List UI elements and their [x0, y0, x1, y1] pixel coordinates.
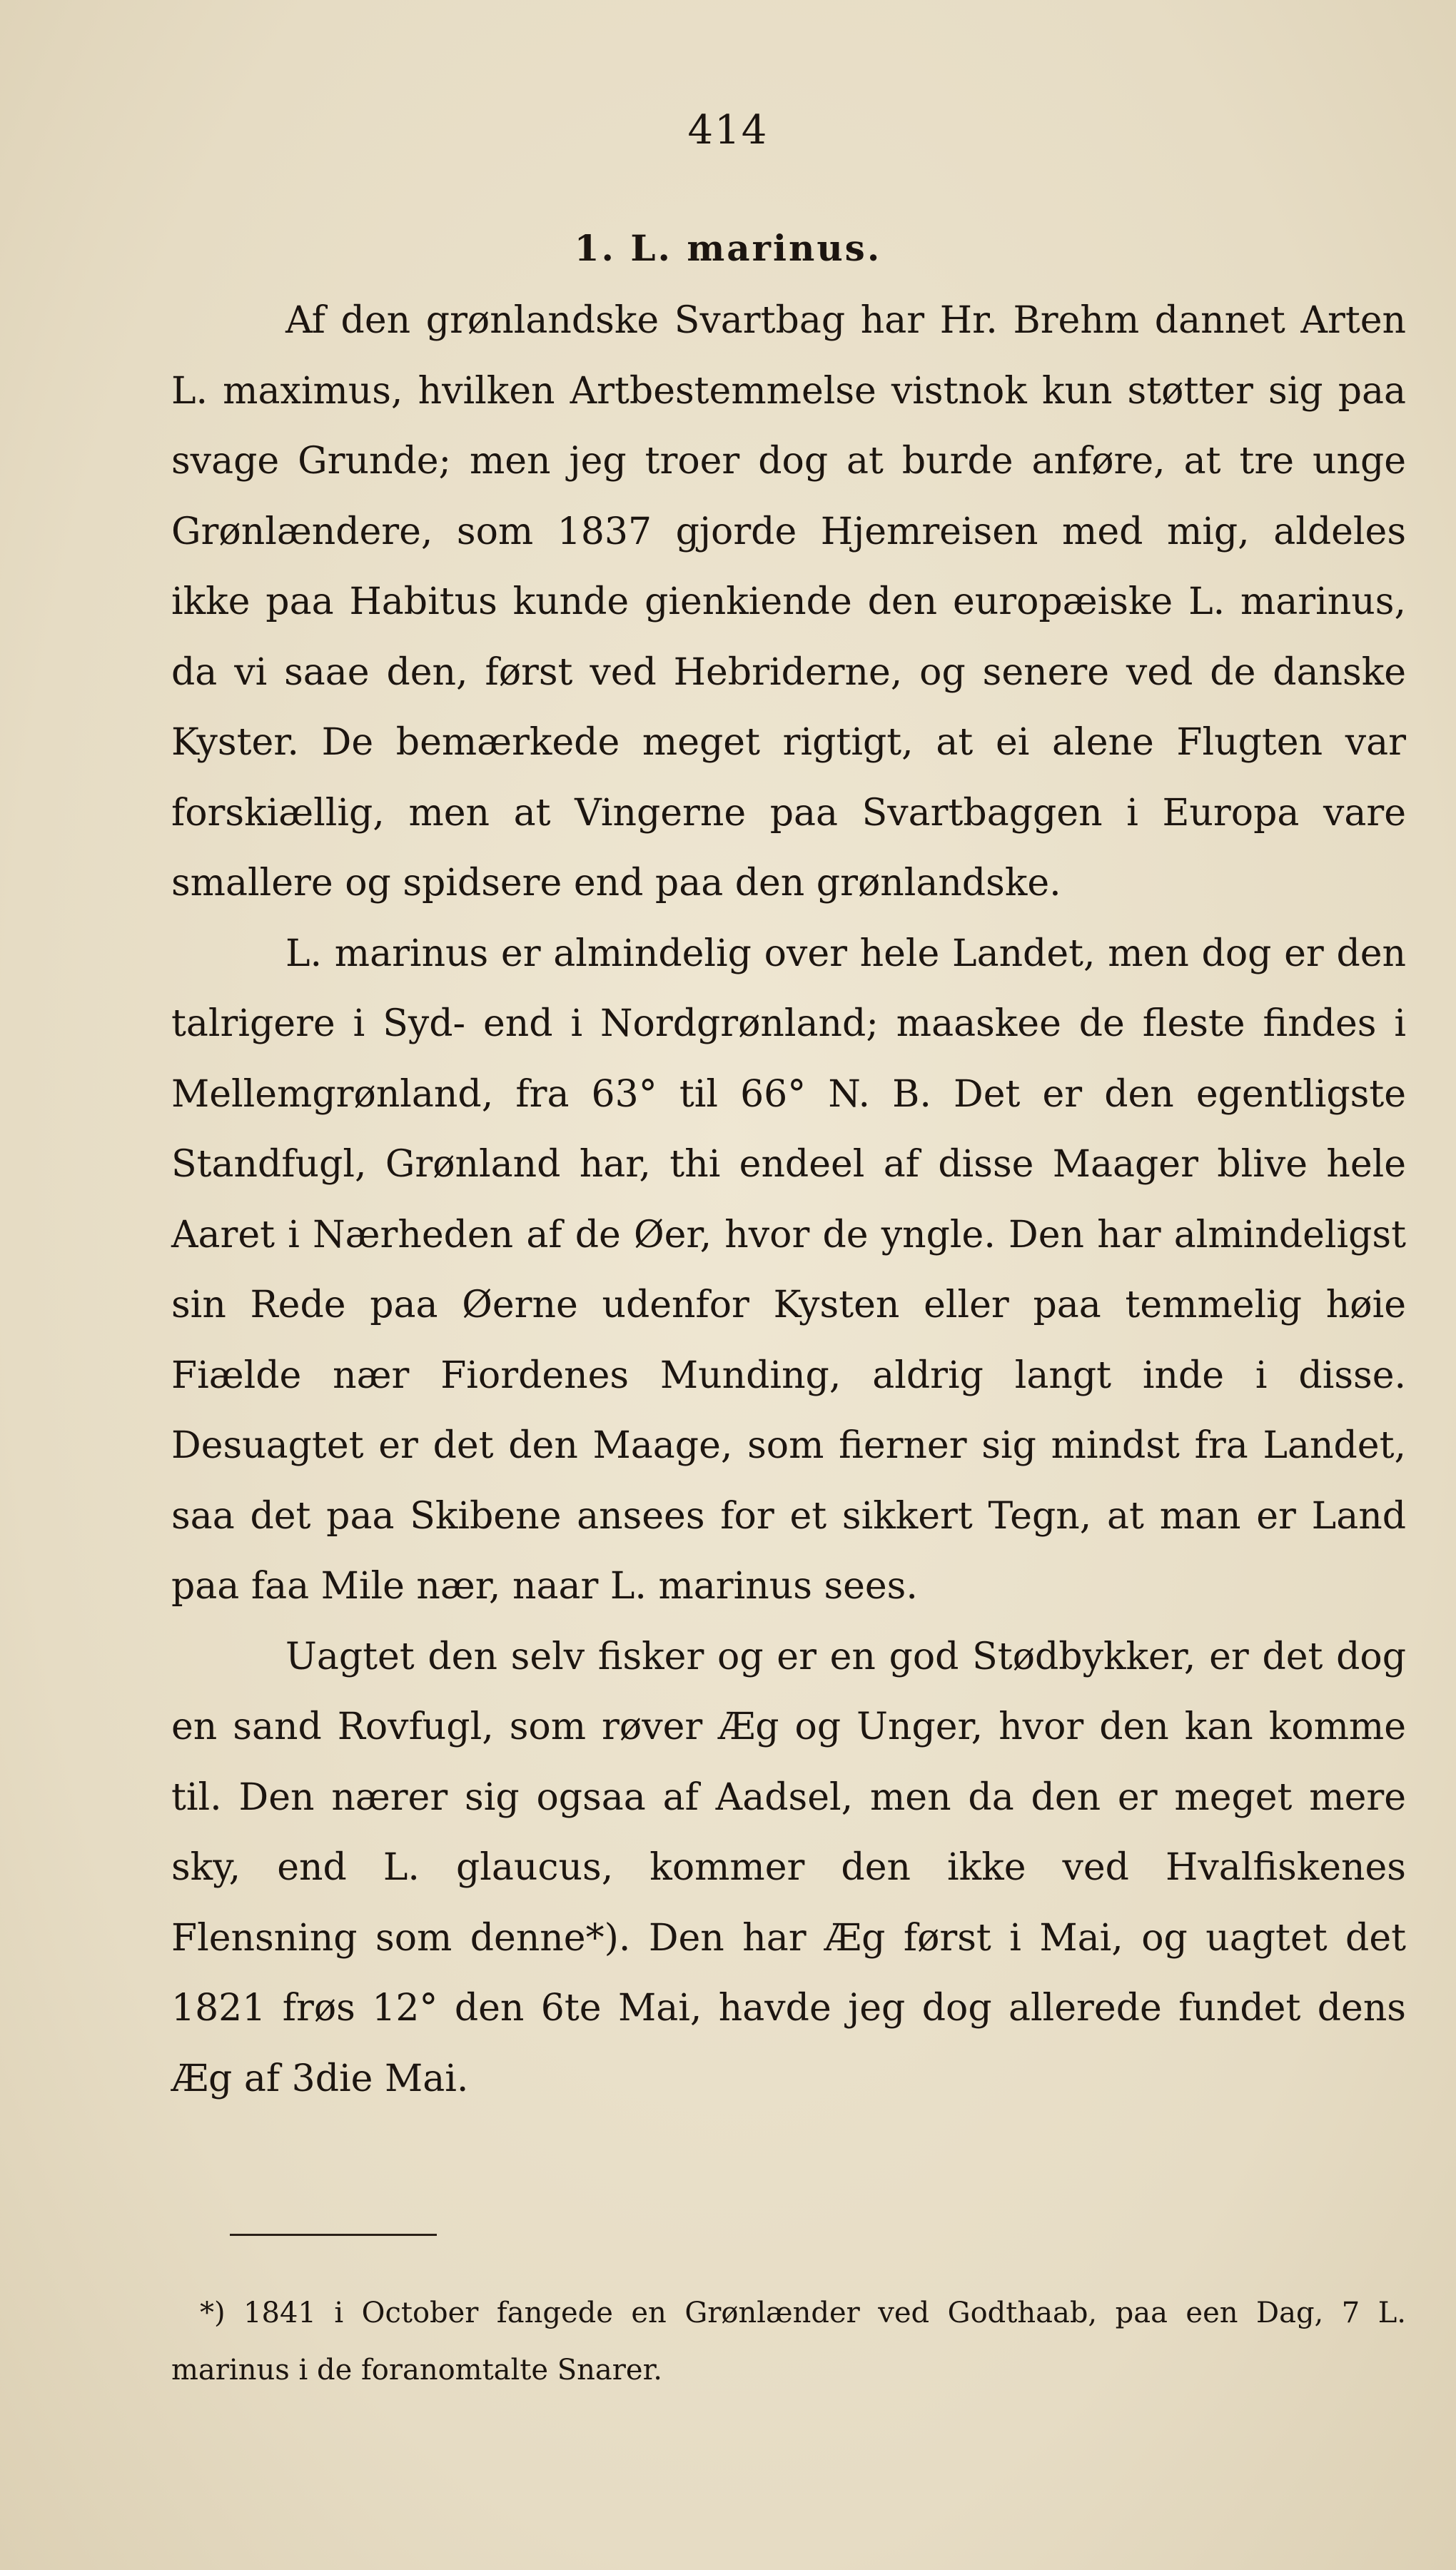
footnote-divider	[230, 2234, 437, 2236]
footnote: *) 1841 i October fangede en Grønlænder ved Godthaab, paa een Dag, 7 L. marinus i de foranomtalte Snarer.	[171, 2297, 1406, 2387]
paragraph-2: L. marinus er almindelig over hele Landet, men dog er den talrigere i Syd- end i Nordgrønland; maaskee de fleste findes i Mellemgrønland, fra 63° til 66° N. B. Det er den egentligste Standfugl, Grønland har, thi endeel af disse Maager blive hele Aaret i Nærheden af de Øer, hvor de yngle. Den har almindeligst sin Rede paa Øerne udenfor Kysten eller paa temmelig høie Fiælde nær Fiordenes Munding, aldrig langt inde i disse. Desuagtet er det den Maage, som fierner sig mindst fra Landet, saa det paa Skibene ansees for et sikkert Tegn, at man er Land paa faa Mile nær, naar L. marinus sees.	[171, 932, 1406, 1608]
body-text	[171, 286, 1406, 2114]
paragraph-1: Af den grønlandske Svartbag har Hr. Brehm dannet Arten L. maximus, hvilken Artbestemmelse vistnok kun støtter sig paa svage Grunde; men jeg troer dog at burde anføre, at tre unge Grønlændere, som 1837 gjorde Hjemreisen med mig, aldeles ikke paa Habitus kunde gienkiende den europæiske L. marinus, da vi saae den, først ved Hebriderne, og senere ved de danske Kyster. De bemærkede meget rigtigt, at ei alene Flugten var forskiællig, men at Vingerne paa Svartbaggen i Europa vare smallere og spidsere end paa den grønlandske.	[171, 299, 1406, 904]
page-number: 414	[687, 107, 769, 153]
section-heading: 1. L. marinus.	[574, 227, 882, 269]
paragraph-3: Uagtet den selv fisker og er en god Stødbykker, er det dog en sand Rovfugl, som røver Æg og Unger, hvor den kan komme til. Den nærer sig ogsaa af Aadsel, men da den er meget mere sky, end L. glaucus, kommer den ikke ved Hvalfiskenes Flensning som denne*). Den har Æg først i Mai, og uagtet det 1821 frøs 12° den 6te Mai, havde jeg dog allerede fundet dens Æg af 3die Mai.	[171, 1635, 1406, 2100]
